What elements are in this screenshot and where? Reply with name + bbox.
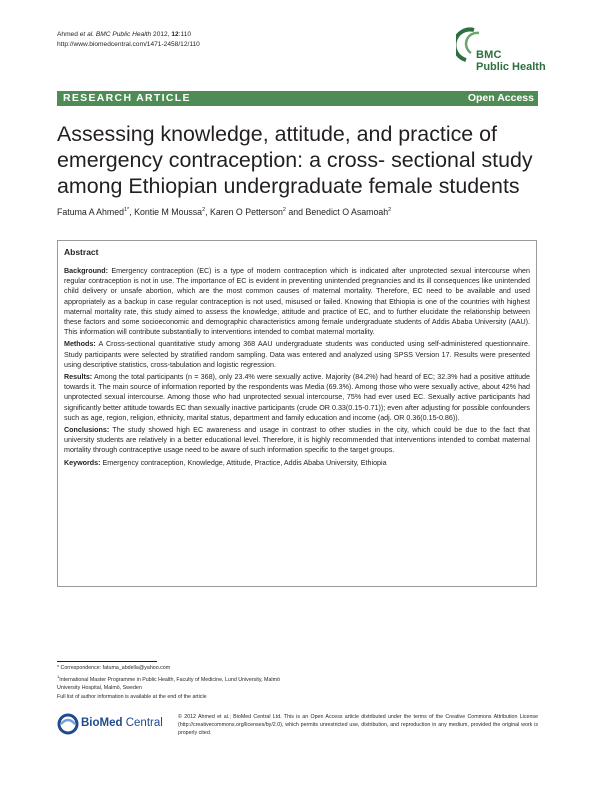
author-separator: and — [285, 207, 306, 217]
author-affil-marker: 2 — [202, 207, 206, 214]
abstract-section-label: Background: — [64, 267, 109, 275]
copyright-notice: © 2012 Ahmed et al.; BioMed Central Ltd. This is an Open Access article distributed under the terms of the Creative Commons Attribution License (http://creativecommons.org/licenses/by/2.0), which permits unrestricted use, distribution, and reproduction in any medium, provided the original work is properly cited. — [178, 714, 538, 737]
abstract-results — [64, 372, 530, 423]
abstract-background — [64, 266, 530, 337]
citation-volume: 12 — [171, 31, 179, 38]
author-info-note: Full list of author information is available at the end of the article — [57, 693, 207, 700]
abstract-keywords — [64, 458, 530, 468]
author-affil-marker: 2 — [388, 207, 392, 214]
citation-authors: Ahmed — [57, 31, 80, 38]
affiliation-text: International Master Programme in Public Health, Faculty of Medicine, Lund University, Malmö University Hospital, Malmö, Sweden — [57, 676, 280, 692]
abstract-section-label: Conclusions: — [64, 426, 110, 435]
open-access-label: Open Access — [467, 92, 534, 104]
article-url[interactable]: http://www.biomedcentral.com/1471-2458/12/110 — [57, 41, 200, 48]
article-type-banner — [57, 91, 538, 106]
citation-year: 2012, — [151, 31, 172, 38]
abstract-section-text: A Cross-sectional quantitative study among 368 AAU undergraduate students was conducted using self-administered questionnaire. Study participants were selected by stratified random sampling. Data was entered and analyzed using SPSS Version 17. Results were presented using descriptive statistics, cross-tabulation and logistic regression. — [64, 340, 530, 369]
biomed-central-wordmark — [81, 717, 163, 729]
journal-logo-line2: Public Health — [476, 61, 546, 73]
central-word: Central — [122, 717, 163, 729]
abstract-section-label: Results: — [64, 373, 93, 382]
article-type-label: RESEARCH ARTICLE — [63, 92, 191, 104]
biomed-central-swirl-icon — [57, 713, 79, 735]
abstract-heading: Abstract — [64, 247, 99, 257]
abstract-conclusions — [64, 425, 530, 456]
author-list — [57, 207, 542, 217]
citation-page: :110 — [178, 31, 192, 38]
footnotes — [57, 664, 297, 702]
citation-header — [57, 30, 200, 50]
journal-logo-line1: BMC — [476, 49, 502, 61]
abstract-section-text: Emergency contraception, Knowledge, Attitude, Practice, Addis Ababa University, Ethiopia — [100, 458, 387, 467]
abstract-box — [57, 240, 537, 587]
abstract-section-text: Emergency contraception (EC) is a type of modern contraception which is indicated after unprotected sexual intercourse when regular contraception is not in use. The importance of EC is evident in preventing unintended pregnancies and its ill consequences like unintended child delivery or unsafe abortion, which are the most common causes of maternal mortality. Therefore, EC need to be available and used appropriately as a backup in case regular contraception is not used, misused or failed. Knowing that Ethiopia is one of the countries with highest maternal mortality rate, this study aimed to assess the knowledge, attitude and practice of EC, and to further elucidate the relationship between these factors and some socioeconomic and demographic characteristics among female undergraduate students of Addis Ababa University (AAU). This information will contribute substantially to interventions intended to combat maternal mortality. — [64, 267, 530, 337]
abstract-section-label: Methods: — [64, 340, 96, 349]
biomed-central-logo — [57, 713, 171, 735]
affiliation-note — [57, 673, 297, 693]
author-name: Fatuma A Ahmed — [57, 207, 124, 217]
journal-logo — [456, 27, 548, 73]
article-title: Assessing knowledge, attitude, and practice of emergency contraception: a cross- sectional study among Ethiopian undergraduate female students — [57, 122, 533, 198]
abstract-section-label: Keywords: — [64, 458, 101, 467]
abstract-body — [64, 266, 530, 470]
author-separator: , — [129, 207, 135, 217]
author-affil-marker: 2 — [282, 207, 286, 214]
citation-line — [57, 30, 200, 40]
correspondence-note: * Correspondence: fatuma_abdella@yahoo.com — [57, 665, 171, 671]
citation-journal: et al. BMC Public Health — [79, 31, 152, 38]
author-name: Benedict O Asamoah — [305, 207, 389, 217]
author-separator: , — [205, 207, 211, 217]
biomed-word: BioMed — [81, 717, 123, 729]
author-name: Karen O Petterson — [210, 207, 283, 217]
abstract-methods — [64, 339, 530, 370]
author-affil-marker: 1* — [124, 207, 130, 214]
affil-marker: 1 — [57, 673, 60, 679]
abstract-section-text: Among the total participants (n = 368), only 23.4% were sexually active. Majority (84.2%) had heard of EC; 32.3% had a positive attitude towards it. The main source of information reported by the respondents was Media (69.3%). Among those who were sexually active, about 42% had unprotected sexual intercourse. Among those who had unprotected sexual intercourse, 75% had ever used EC. Sexually active participants had significantly better attitude towards EC than sexually inactive participants (crude OR 0.33(0.15-0.71)); even after adjusting for possible confounders such as age, region, religion, ethnicity, marital status, department and family education and income (adj. OR 0.36(0.15-0.86)). — [64, 373, 530, 422]
author-name: Kontie M Moussa — [134, 207, 203, 217]
abstract-section-text: The study showed high EC awareness and usage in contrast to other studies in the city, which could be due to the fact that university students are relatively in a better educational level. Therefore, it is highly recommended that interventions intended to combat maternal mortality through contraceptive usage need to be aware of such information specific to the target groups. — [64, 426, 530, 455]
footnote-divider — [57, 661, 157, 662]
